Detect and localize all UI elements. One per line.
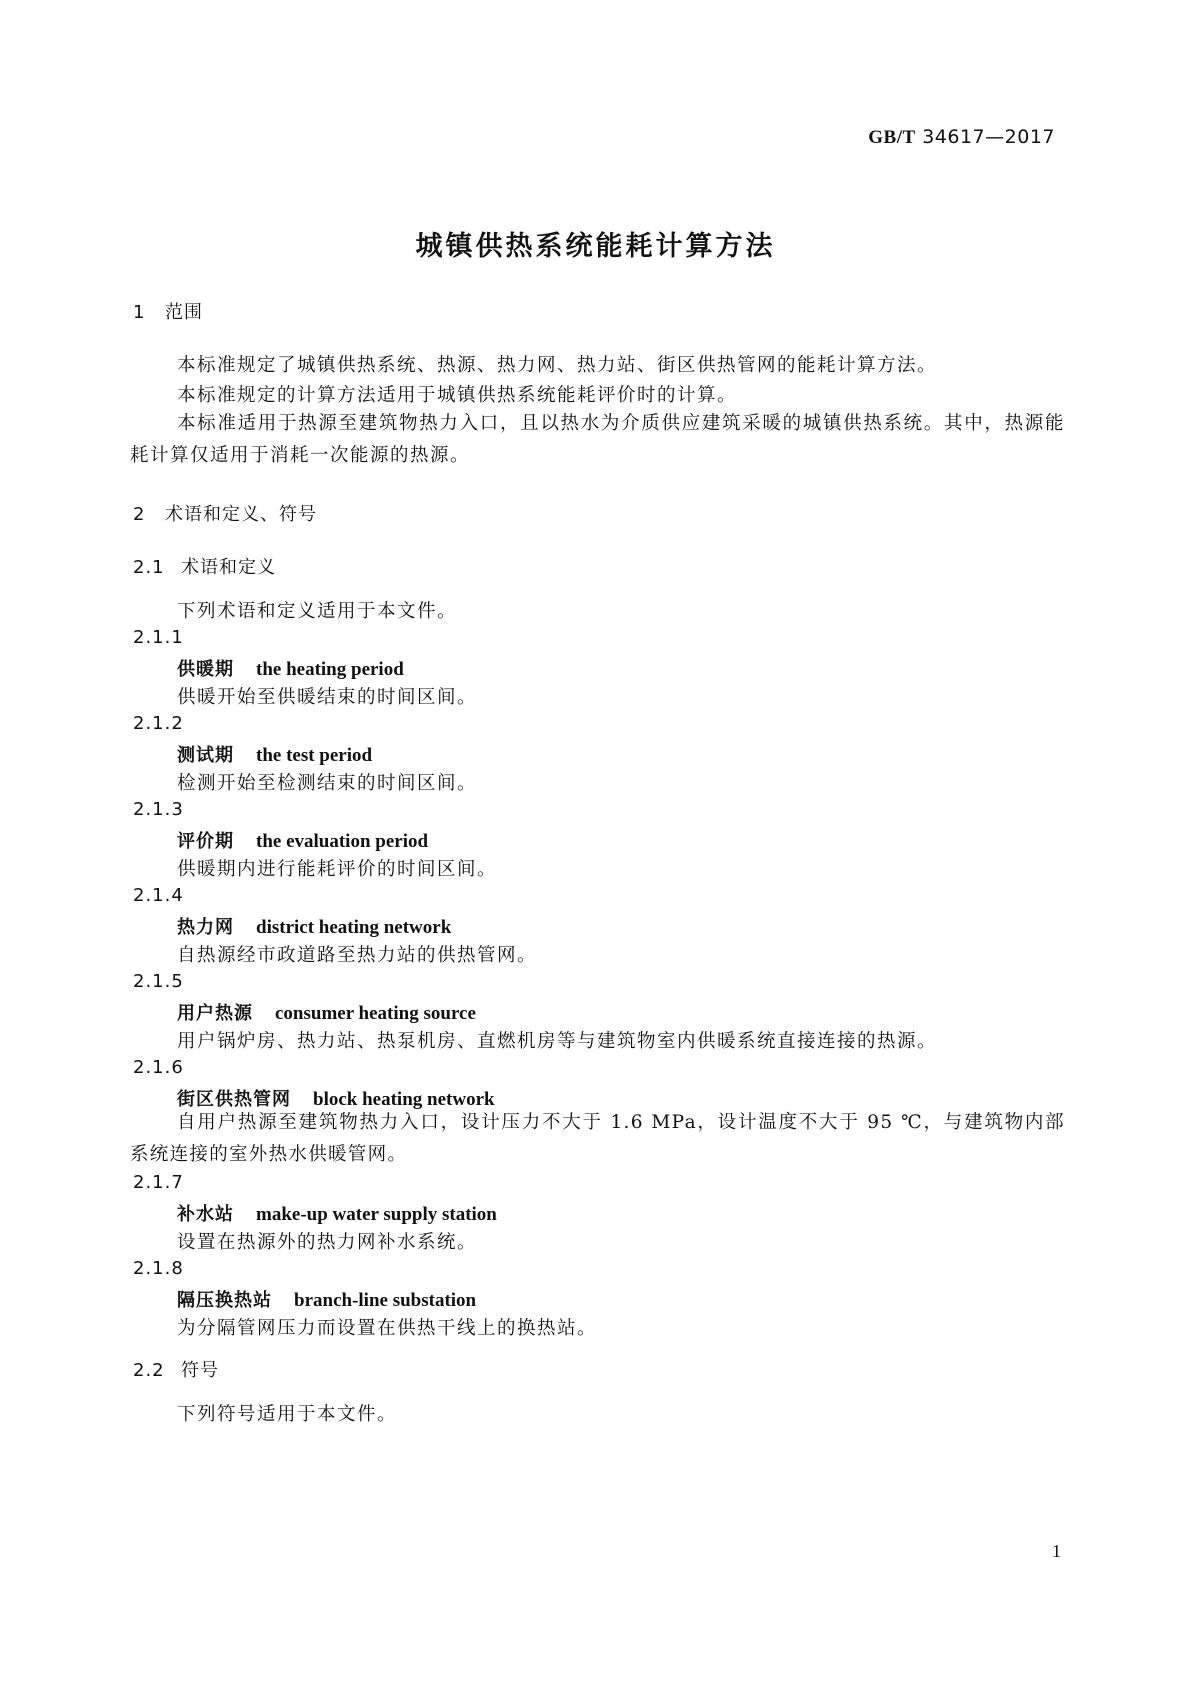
term-zh: 评价期 <box>177 831 234 852</box>
term-definition: 检测开始至检测结束的时间区间。 <box>177 773 478 794</box>
term-en: branch-line substation <box>294 1290 477 1311</box>
term-definition: 设置在热源外的热力网补水系统。 <box>177 1232 478 1253</box>
section-title: 符号 <box>181 1360 219 1381</box>
clause-number: 2.1.5 <box>133 971 184 992</box>
term-definition: 用户锅炉房、热力站、热泵机房、直燃机房等与建筑物室内供暖系统直接连接的热源。 <box>177 1031 938 1052</box>
term-zh: 隔压换热站 <box>177 1290 272 1311</box>
term-definition: 为分隔管网压力而设置在供热干线上的换热站。 <box>177 1318 598 1339</box>
section-number: 1 <box>133 302 146 323</box>
clause-number: 2.1.2 <box>133 713 184 734</box>
terms-intro: 下列术语和定义适用于本文件。 <box>177 601 458 622</box>
term-entry <box>177 1286 476 1312</box>
document-title: 城镇供热系统能耗计算方法 <box>415 231 776 262</box>
section-title: 术语和定义 <box>181 557 276 578</box>
clause-number: 2.1.7 <box>133 1172 184 1193</box>
section-title: 范围 <box>165 302 203 323</box>
term-en: the test period <box>256 745 373 766</box>
standard-prefix: GB/T <box>868 127 916 148</box>
term-zh: 补水站 <box>177 1204 234 1225</box>
section-title: 术语和定义、符号 <box>165 504 317 525</box>
term-en: block heating network <box>313 1089 495 1110</box>
term-zh: 热力网 <box>177 917 234 938</box>
term-zh: 测试期 <box>177 745 234 766</box>
clause-number: 2.1.6 <box>133 1057 184 1078</box>
scope-paragraph-1: 本标准规定了城镇供热系统、热源、热力网、热力站、街区供热管网的能耗计算方法。 <box>177 355 938 376</box>
term-definition: 自用户热源至建筑物热力入口，设计压力不大于 1.6 MPa，设计温度不大于 95 ℃，与建筑物内部系统连接的室外热水供暖管网。 <box>130 1112 1065 1165</box>
term-definition: 供暖开始至供暖结束的时间区间。 <box>177 687 478 708</box>
clause-number: 2.1.1 <box>133 627 184 648</box>
term-entry <box>177 1200 497 1226</box>
term-zh: 供暖期 <box>177 659 234 680</box>
standard-number: 34617—2017 <box>922 126 1055 148</box>
section-2-heading <box>133 500 317 526</box>
term-definition: 自热源经市政道路至热力站的供热管网。 <box>177 945 538 966</box>
section-2-1-heading <box>133 553 276 579</box>
term-en: district heating network <box>256 917 452 938</box>
clause-number: 2.1.4 <box>133 885 184 906</box>
term-en: the heating period <box>256 659 404 680</box>
clause-number: 2.1.3 <box>133 799 184 820</box>
scope-paragraph-3: 本标准适用于热源至建筑物热力入口，且以热水为介质供应建筑采暖的城镇供热系统。其中，热源能耗计算仅适用于消耗一次能源的热源。 <box>130 413 1065 466</box>
clause-number: 2.1.8 <box>133 1258 184 1279</box>
standard-code <box>868 126 1055 149</box>
section-number: 2.1 <box>133 557 165 578</box>
scope-paragraph-2: 本标准规定的计算方法适用于城镇供热系统能耗评价时的计算。 <box>177 385 738 406</box>
term-zh: 街区供热管网 <box>177 1089 291 1110</box>
term-entry <box>177 913 451 939</box>
section-1-heading <box>133 298 203 324</box>
term-entry <box>177 655 404 681</box>
term-entry <box>177 999 476 1025</box>
term-zh: 用户热源 <box>177 1003 253 1024</box>
term-definition: 供暖期内进行能耗评价的时间区间。 <box>177 859 498 880</box>
term-en: consumer heating source <box>275 1003 476 1024</box>
term-en: make-up water supply station <box>256 1204 497 1225</box>
page-number: 1 <box>1052 1541 1061 1561</box>
term-entry <box>177 741 372 767</box>
term-entry <box>177 827 428 853</box>
section-number: 2.2 <box>133 1360 165 1381</box>
section-2-2-heading <box>133 1356 219 1382</box>
section-number: 2 <box>133 504 146 525</box>
term-en: the evaluation period <box>256 831 429 852</box>
symbols-intro: 下列符号适用于本文件。 <box>177 1404 398 1425</box>
